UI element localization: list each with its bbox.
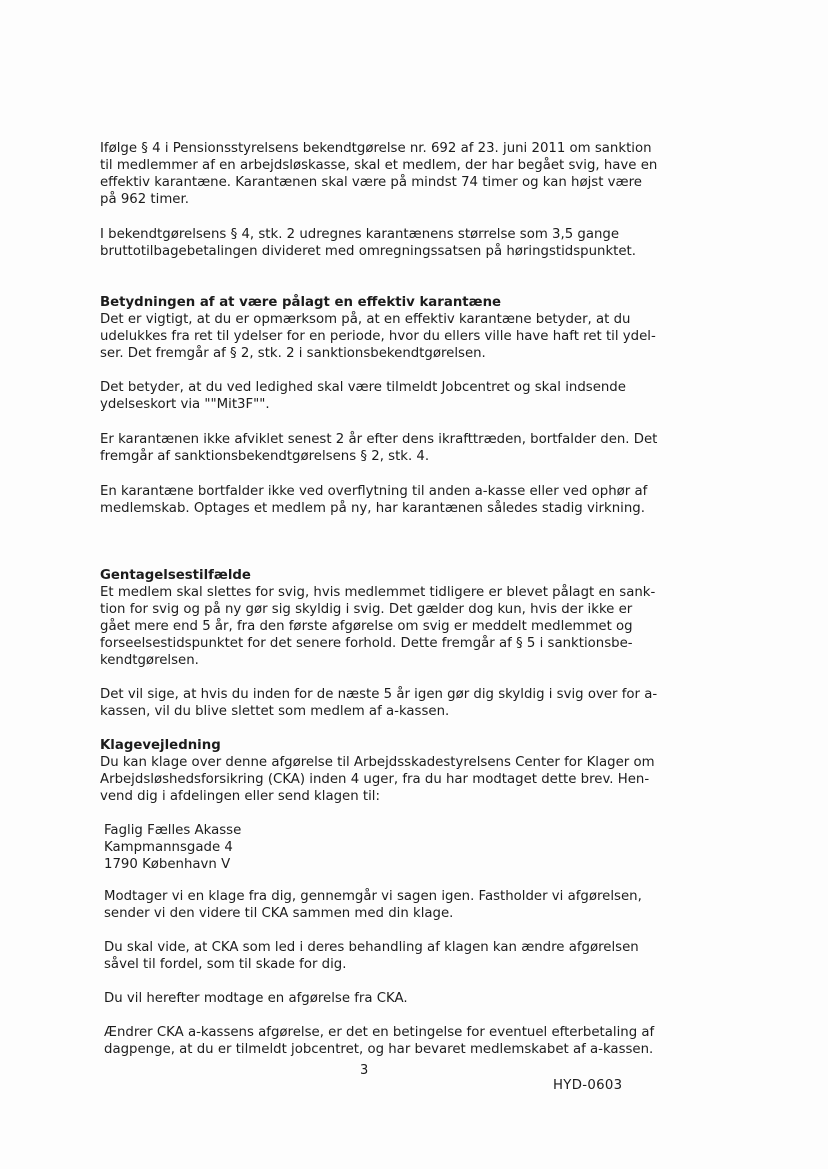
text-line: Ifølge § 4 i Pensionsstyrelsens bekendtgørelse nr. 692 af 23. juni 2011 om sanktion (100, 141, 652, 156)
page-number: 3 (360, 1063, 369, 1078)
text-line: ser. Det fremgår af § 2, stk. 2 i sanktionsbekendtgørelsen. (100, 346, 486, 361)
heading-complaint-guide: Klagevejledning (100, 738, 221, 753)
text-line: tion for svig og på ny gør sig skyldig i svig. Det gælder dog kun, hvis der ikke er (100, 602, 633, 617)
text-line: medlemskab. Optages et medlem på ny, har karantænen således stadig virkning. (100, 501, 645, 516)
text-line: Du kan klage over denne afgørelse til Arbejdsskadestyrelsens Center for Klager om (100, 755, 655, 770)
text-line: sender vi den videre til CKA sammen med din klage. (104, 906, 454, 921)
address-line: 1790 København V (104, 857, 231, 872)
paragraph-complaint-guide (100, 754, 700, 805)
text-line: Ændrer CKA a-kassens afgørelse, er det en betingelse for eventuel efterbetaling af (104, 1025, 655, 1040)
text-line: Det er vigtigt, at du er opmærksom på, at en effektiv karantæne betyder, at du (100, 312, 631, 327)
paragraph-review (104, 888, 704, 922)
text-line: udelukkes fra ret til ydelser for en periode, hvor du ellers ville have haft ret til ydel- (100, 329, 656, 344)
text-line: på 962 timer. (100, 192, 189, 207)
text-line: kendtgørelsen. (100, 653, 199, 668)
text-line: kassen, vil du blive slettet som medlem af a-kassen. (100, 704, 450, 719)
paragraph-transfer (100, 483, 700, 517)
text-line: dagpenge, at du er tilmeldt jobcentret, og har bevaret medlemskabet af a-kassen. (104, 1042, 654, 1057)
paragraph-cka-change (104, 939, 704, 973)
address-line: Faglig Fælles Akasse (104, 823, 242, 838)
text-line: ydelseskort via ""Mit3F"". (100, 397, 270, 412)
text-line: til medlemmer af en arbejdsløskasse, skal et medlem, der har begået svig, have en (100, 158, 658, 173)
text-line: såvel til fordel, som til skade for dig. (104, 957, 347, 972)
text-line: En karantæne bortfalder ikke ved overflytning til anden a-kasse eller ved ophør af (100, 484, 648, 499)
document-id: HYD-0603 (553, 1078, 623, 1093)
paragraph-jobcenter (100, 379, 700, 413)
paragraph-quarantine-size (100, 226, 700, 260)
paragraph-deletion (100, 686, 700, 720)
text-line: I bekendtgørelsens § 4, stk. 2 udregnes karantænens størrelse som 3,5 gange (100, 227, 620, 242)
text-line: effektiv karantæne. Karantænen skal være på mindst 74 timer og kan højst være (100, 175, 642, 190)
text-line: gået mere end 5 år, fra den første afgørelse om svig er meddelt medlemmet og (100, 619, 633, 634)
heading-repeat-cases: Gentagelsestilfælde (100, 568, 251, 583)
paragraph-cka-decision (104, 990, 704, 1007)
text-line: vend dig i afdelingen eller send klagen til: (100, 789, 380, 804)
text-line: Det betyder, at du ved ledighed skal være tilmeldt Jobcentret og skal indsende (100, 380, 626, 395)
text-line: Du skal vide, at CKA som led i deres behandling af klagen kan ændre afgørelsen (104, 940, 639, 955)
address-block (104, 822, 241, 873)
heading-effective-quarantine: Betydningen af at være pålagt en effektiv karantæne (100, 295, 502, 310)
text-line: Er karantænen ikke afviklet senest 2 år efter dens ikrafttræden, bortfalder den. Det (100, 432, 658, 447)
text-line: Det vil sige, at hvis du inden for de næste 5 år igen gør dig skyldig i svig over for a- (100, 687, 658, 702)
paragraph-back-payment (104, 1024, 704, 1058)
paragraph-sanction-rule (100, 140, 700, 208)
text-line: bruttotilbagebetalingen divideret med omregningssatsen på høringstidspunktet. (100, 244, 636, 259)
text-line: Modtager vi en klage fra dig, gennemgår vi sagen igen. Fastholder vi afgørelsen, (104, 889, 642, 904)
paragraph-lapse (100, 431, 700, 465)
text-line: Arbejdsløshedsforsikring (CKA) inden 4 uger, fra du har modtaget dette brev. Hen- (100, 772, 650, 787)
paragraph-effective-quarantine (100, 311, 700, 362)
text-line: forseelsestidspunktet for det senere forhold. Dette fremgår af § 5 i sanktionsbe- (100, 636, 633, 651)
paragraph-repeat-cases (100, 584, 700, 669)
address-line: Kampmannsgade 4 (104, 840, 233, 855)
text-line: fremgår af sanktionsbekendtgørelsens § 2, stk. 4. (100, 449, 430, 464)
text-line: Du vil herefter modtage en afgørelse fra CKA. (104, 991, 408, 1006)
text-line: Et medlem skal slettes for svig, hvis medlemmet tidligere er blevet pålagt en sank- (100, 585, 656, 600)
